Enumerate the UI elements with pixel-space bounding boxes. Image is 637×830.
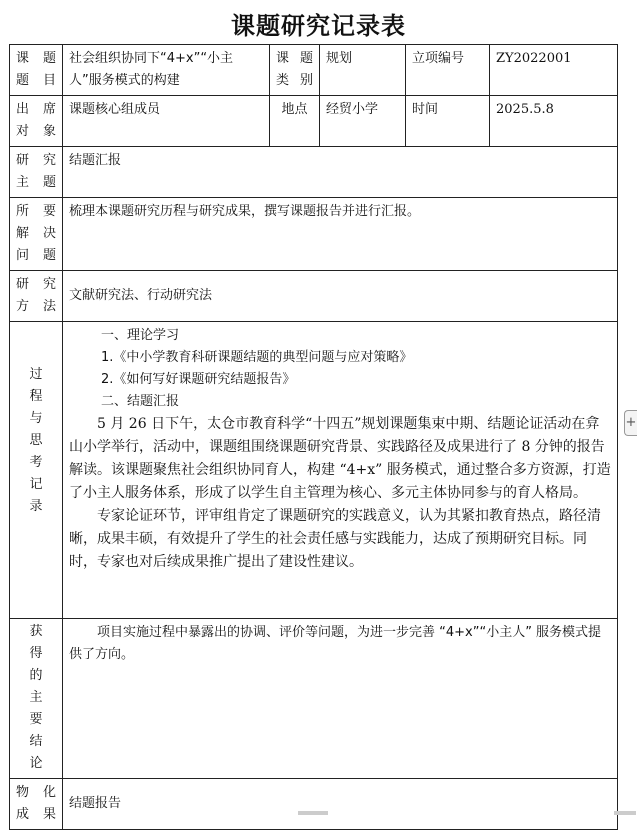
findings-content xyxy=(63,619,618,779)
method-label: 研 究 方法 xyxy=(10,271,63,322)
process-item-2: 2.《如何写好课题研究结题报告》 xyxy=(101,372,296,387)
table-row xyxy=(10,198,618,271)
process-item-1: 1.《中小学教育科研课题结题的典型问题与应对策略》 xyxy=(101,350,413,365)
research-topic-value: 结题汇报 xyxy=(63,147,618,198)
process-label-text: 过 程 与 思 考 记 录 xyxy=(29,367,43,514)
table-row xyxy=(10,96,618,147)
category-label: 课 题 类别 xyxy=(270,45,320,96)
process-heading-1: 一、理论学习 xyxy=(101,328,180,343)
scroll-handle[interactable] xyxy=(614,811,636,815)
process-label xyxy=(10,322,63,619)
method-value: 文献研究法、行动研究法 xyxy=(63,271,618,322)
project-no-value: ZY2022001 xyxy=(490,45,618,96)
table-row xyxy=(10,147,618,198)
table-row xyxy=(10,45,618,96)
problem-label: 所 要 解 决 问题 xyxy=(10,198,63,271)
location-value: 经贸小学 xyxy=(320,96,406,147)
time-label: 时间 xyxy=(406,96,490,147)
process-content xyxy=(63,322,618,619)
findings-label-text: 获 得 的 主 要 结 论 xyxy=(29,624,43,771)
findings-value: 项目实施过程中暴露出的协调、评价等问题，为进一步完善 “4+x”“小主人” 服务模式提供了方向。 xyxy=(69,625,602,662)
add-icon[interactable]: + xyxy=(624,410,637,436)
outcome-label: 物 化 成果 xyxy=(10,779,63,830)
table-row xyxy=(10,619,618,779)
page-title: 课题研究记录表 xyxy=(231,11,406,40)
table-row xyxy=(10,271,618,322)
findings-label xyxy=(10,619,63,779)
attendee-label: 出 席 对象 xyxy=(10,96,63,147)
attendee-value: 课题核心组成员 xyxy=(63,96,270,147)
project-no-label: 立项编号 xyxy=(406,45,490,96)
time-value: 2025.5.8 xyxy=(490,96,618,147)
process-paragraph-1: 5 月 26 日下午，太仓市教育科学“十四五”规划课题集束中期、结题论证活动在弇山小学举行，活动中，课题组围绕课题研究背景、实践路径及成果进行了 8 分钟的报告解读。该课题聚焦社会组织协同育人，构建 “4+x” 服务模式，通过整合多方资源，打造了小主人服务体系，形成了以学生自主管理为核心、多元主体协同参与的育人格局。 xyxy=(69,416,611,501)
location-label: 地点 xyxy=(270,96,320,147)
process-heading-2: 二、结题汇报 xyxy=(101,394,180,409)
category-value: 规划 xyxy=(320,45,406,96)
table-row xyxy=(10,779,618,830)
table-row xyxy=(10,322,618,619)
scroll-handle[interactable] xyxy=(298,811,328,815)
record-table xyxy=(9,44,618,830)
outcome-value: 结题报告 xyxy=(63,779,618,830)
process-paragraph-2: 专家论证环节，评审组肯定了课题研究的实践意义，认为其紧扣教育热点，路径清晰，成果丰硕，有效提升了学生的社会责任感与实践能力，达成了预期研究目标。同时，专家也对后续成果推广提出了建设性建议。 xyxy=(69,508,601,570)
research-topic-label: 研 究 主题 xyxy=(10,147,63,198)
topic-label: 课 题 题目 xyxy=(10,45,63,96)
topic-value: 社会组织协同下“4+x”“小主人”服务模式的构建 xyxy=(63,45,270,96)
problem-value: 梳理本课题研究历程与研究成果，撰写课题报告并进行汇报。 xyxy=(63,198,618,271)
